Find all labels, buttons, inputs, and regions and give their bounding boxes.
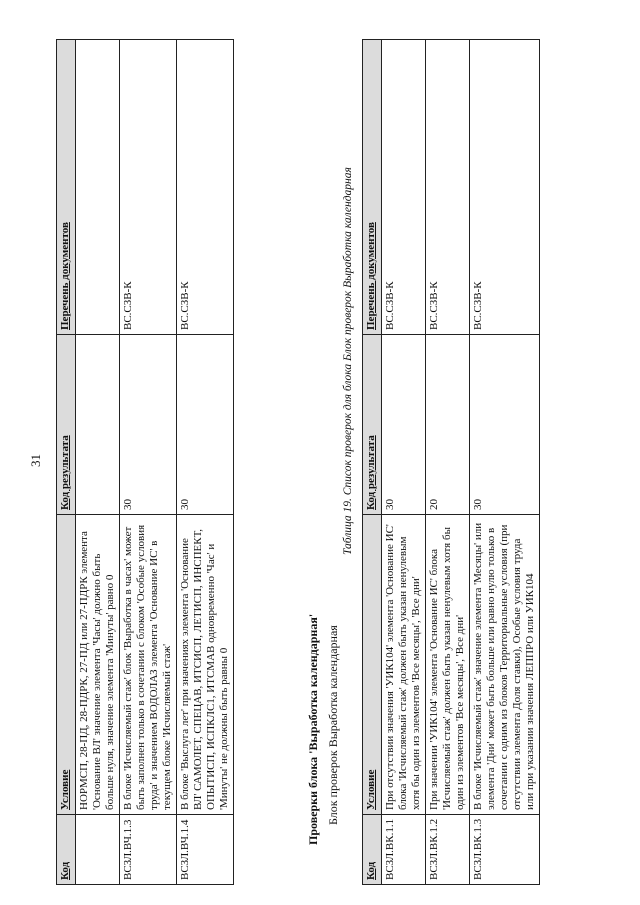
cell-code: ВСЗЛ.ВК.1.3 [470, 815, 540, 885]
cell-result-code: 30 [470, 335, 540, 515]
header-code: Код [363, 815, 382, 885]
header-documents: Перечень документов [363, 40, 382, 335]
header-result-code: Код результата [57, 335, 76, 515]
cell-condition: При значении 'УИК104' элемента 'Основание ИС' блока 'Исчисляемый стаж' должен быть указан ненулевым хотя бы один из элементов 'Все месяцы', 'Все дни' [426, 515, 470, 815]
section-subheading: Блок проверок Выработка календарная [326, 625, 340, 825]
table-header-row [57, 40, 76, 885]
table-header-row [363, 40, 382, 885]
cell-code: ВСЗЛ.ВЧ.1.3 [120, 815, 177, 885]
cell-condition: В блоке 'Исчисляемый стаж' блок 'Выработка в часах' может быть заполнен только в сочетании с блоком 'Особые условия труда' и значением ВОДОЛАЗ элемента 'Основание ИС' в текущем блоке 'Исчисляемый стаж' [120, 515, 177, 815]
cell-condition: В блоке 'Выслуга лет' при значениях элемента 'Основание ВЛ' САМОЛЕТ, СПЕЦАВ, ИТСИСП, ЛЕТИСП, ИНСПЕКТ, ОПЫТИСП, ИСПКЛС1, ИТСМАВ одновременно 'Час' и 'Минуты' не должны быть равны 0 [177, 515, 234, 815]
page-number: 31 [28, 454, 43, 467]
table-row [177, 40, 234, 885]
cell-documents: ВС.СЗВ-К [120, 40, 177, 335]
header-condition: Условие [363, 515, 382, 815]
section-heading: Проверки блока 'Выработка календарная' [306, 613, 320, 845]
header-documents: Перечень документов [57, 40, 76, 335]
cell-documents: ВС.СЗВ-К [426, 40, 470, 335]
cell-code: ВСЗЛ.ВК.1.2 [426, 815, 470, 885]
cell-condition: НОРМСП, 28-ПД, 28-ПДРК, 27-ПД или 27-ПДРК элемента 'Основание ВЛ' значение элемента 'Часы' должно быть больше нуля, значение элемента 'Минуты' равно 0 [76, 515, 120, 815]
cell-result-code: 30 [120, 335, 177, 515]
table-row [470, 40, 540, 885]
table-row [120, 40, 177, 885]
cell-code: ВСЗЛ.ВЧ.1.4 [177, 815, 234, 885]
cell-condition: При отсутствии значения 'УИК104' элемента 'Основание ИС' блока 'Исчисляемый стаж' должен быть указан ненулевым хотя бы один из элементов 'Все месяцы', 'Все дни' [382, 515, 426, 815]
table-row [382, 40, 426, 885]
table-row [76, 40, 120, 885]
cell-result-code: 30 [382, 335, 426, 515]
cell-condition: В блоке 'Исчисляемый стаж' значение элемента 'Месяцы' или элемента 'Дни' может быть больше или равно нулю только в сочетании с одним из блоков Территориальные условия (при отсутствии элемента Доля ставки), Особые условия труда или при указании значения ЛЕППРО или УИК104 [470, 515, 540, 815]
cell-documents: ВС.СЗВ-К [470, 40, 540, 335]
table-caption: Таблица 19. Список проверок для блока Блок проверок Выработка календарная [342, 167, 354, 555]
table-row [426, 40, 470, 885]
cell-result-code: 30 [177, 335, 234, 515]
cell-code: ВСЗЛ.ВК.1.1 [382, 815, 426, 885]
cell-documents: ВС.СЗВ-К [177, 40, 234, 335]
cell-documents [76, 40, 120, 335]
header-condition: Условие [57, 515, 76, 815]
cell-code [76, 815, 120, 885]
header-code: Код [57, 815, 76, 885]
checks-table-calendar [362, 39, 540, 885]
cell-result-code: 20 [426, 335, 470, 515]
checks-table-hours [56, 39, 234, 885]
header-result-code: Код результата [363, 335, 382, 515]
cell-result-code [76, 335, 120, 515]
cell-documents: ВС.СЗВ-К [382, 40, 426, 335]
